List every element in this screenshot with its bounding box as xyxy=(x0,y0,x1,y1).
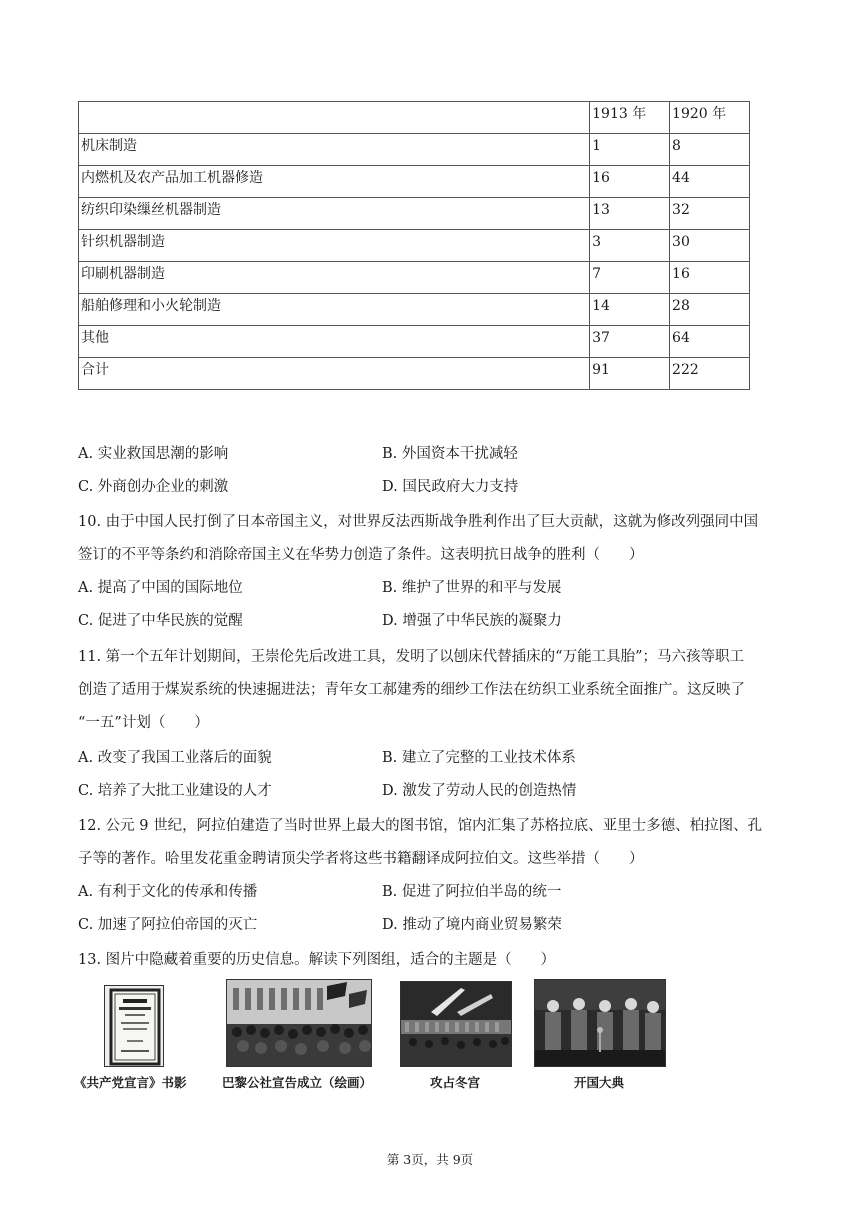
table-cell: 28 xyxy=(670,294,750,326)
table-cell: 91 xyxy=(590,358,670,390)
table-cell: 船舶修理和小火轮制造 xyxy=(79,294,590,326)
table-header-cell xyxy=(79,102,590,134)
q11-stem-line-3: “一五”计划（ ） xyxy=(78,715,209,731)
table-cell: 纺织印染缫丝机器制造 xyxy=(79,198,590,230)
table-cell: 合计 xyxy=(79,358,590,390)
table-cell: 内燃机及农产品加工机器修造 xyxy=(79,166,590,198)
table-cell: 其他 xyxy=(79,326,590,358)
table-cell: 64 xyxy=(670,326,750,358)
table-cell: 8 xyxy=(670,134,750,166)
q10-option-b: B. 维护了世界的和平与发展 xyxy=(382,580,562,596)
q9-option-a: A. 实业救国思潮的影响 xyxy=(78,446,229,462)
table-row xyxy=(79,326,750,358)
machinery-table xyxy=(78,101,750,390)
q9-option-b: B. 外国资本干扰减轻 xyxy=(382,446,518,462)
table-cell: 16 xyxy=(670,262,750,294)
figure-caption-1: 《共产党宣言》书影 xyxy=(74,1075,187,1090)
table-cell: 32 xyxy=(670,198,750,230)
winter-palace-image xyxy=(400,981,512,1067)
q10-stem-line-1: 10. 由于中国人民打倒了日本帝国主义，对世界反法西斯战争胜利作出了巨大贡献，这就为修改列强同中国 xyxy=(78,514,759,530)
figure-caption-2: 巴黎公社宣告成立（绘画） xyxy=(222,1075,373,1090)
table-cell: 7 xyxy=(590,262,670,294)
paris-commune-image xyxy=(226,979,372,1067)
table-row xyxy=(79,134,750,166)
q10-option-d: D. 增强了中华民族的凝聚力 xyxy=(382,613,562,629)
q12-option-c: C. 加速了阿拉伯帝国的灭亡 xyxy=(78,917,258,933)
founding-ceremony-image xyxy=(534,979,666,1067)
q11-option-a: A. 改变了我国工业落后的面貌 xyxy=(78,750,272,766)
table-cell: 针织机器制造 xyxy=(79,230,590,262)
q11-option-c: C. 培养了大批工业建设的人才 xyxy=(78,783,272,799)
table-row xyxy=(79,294,750,326)
q10-option-c: C. 促进了中华民族的觉醒 xyxy=(78,613,243,629)
q12-option-b: B. 促进了阿拉伯半岛的统一 xyxy=(382,884,562,900)
q12-stem-line-1: 12. 公元 9 世纪，阿拉伯建造了当时世界上最大的图书馆，馆内汇集了苏格拉底、亚里士多德、柏拉图、孔 xyxy=(78,818,763,834)
table-row xyxy=(79,198,750,230)
q10-option-a: A. 提高了中国的国际地位 xyxy=(78,580,243,596)
q10-stem-line-2: 签订的不平等条约和消除帝国主义在华势力创造了条件。这表明抗日战争的胜利（ ） xyxy=(78,547,644,563)
table-header-row xyxy=(79,102,750,134)
table-header-cell: 1920 年 xyxy=(670,102,750,134)
table-cell: 13 xyxy=(590,198,670,230)
table-row xyxy=(79,166,750,198)
q12-option-d: D. 推动了境内商业贸易繁荣 xyxy=(382,917,562,933)
table-row xyxy=(79,230,750,262)
q11-stem-line-2: 创造了适用于煤炭系统的快速掘进法；青年女工郝建秀的细纱工作法在纺织工业系统全面推广。这反映了 xyxy=(78,682,745,698)
q11-option-b: B. 建立了完整的工业技术体系 xyxy=(382,750,576,766)
page-footer: 第 3页，共 9页 xyxy=(386,1152,474,1167)
table-cell: 1 xyxy=(590,134,670,166)
table-cell: 印刷机器制造 xyxy=(79,262,590,294)
table-row xyxy=(79,262,750,294)
table-cell: 机床制造 xyxy=(79,134,590,166)
q9-option-d: D. 国民政府大力支持 xyxy=(382,479,519,495)
table-cell: 16 xyxy=(590,166,670,198)
table-header-cell: 1913 年 xyxy=(590,102,670,134)
table-cell: 222 xyxy=(670,358,750,390)
q12-option-a: A. 有利于文化的传承和传播 xyxy=(78,884,258,900)
table-row xyxy=(79,358,750,390)
q13-stem-line-1: 13. 图片中隐藏着重要的历史信息。解读下列图组，适合的主题是（ ） xyxy=(78,952,556,968)
table-cell: 14 xyxy=(590,294,670,326)
q11-option-d: D. 激发了劳动人民的创造热情 xyxy=(382,783,577,799)
table-cell: 30 xyxy=(670,230,750,262)
figure-caption-3: 攻占冬宫 xyxy=(430,1075,481,1090)
q12-stem-line-2: 子等的著作。哈里发花重金聘请顶尖学者将这些书籍翻译成阿拉伯文。这些举措（ ） xyxy=(78,851,644,867)
figure-caption-4: 开国大典 xyxy=(574,1075,625,1090)
q9-option-c: C. 外商创办企业的刺激 xyxy=(78,479,229,495)
table-cell: 3 xyxy=(590,230,670,262)
q11-stem-line-1: 11. 第一个五年计划期间，王崇伦先后改进工具，发明了以刨床代替插床的“万能工具胎”；马六孩等职工 xyxy=(78,649,744,665)
table-cell: 44 xyxy=(670,166,750,198)
manifesto-book-image xyxy=(104,985,164,1067)
table-cell: 37 xyxy=(590,326,670,358)
